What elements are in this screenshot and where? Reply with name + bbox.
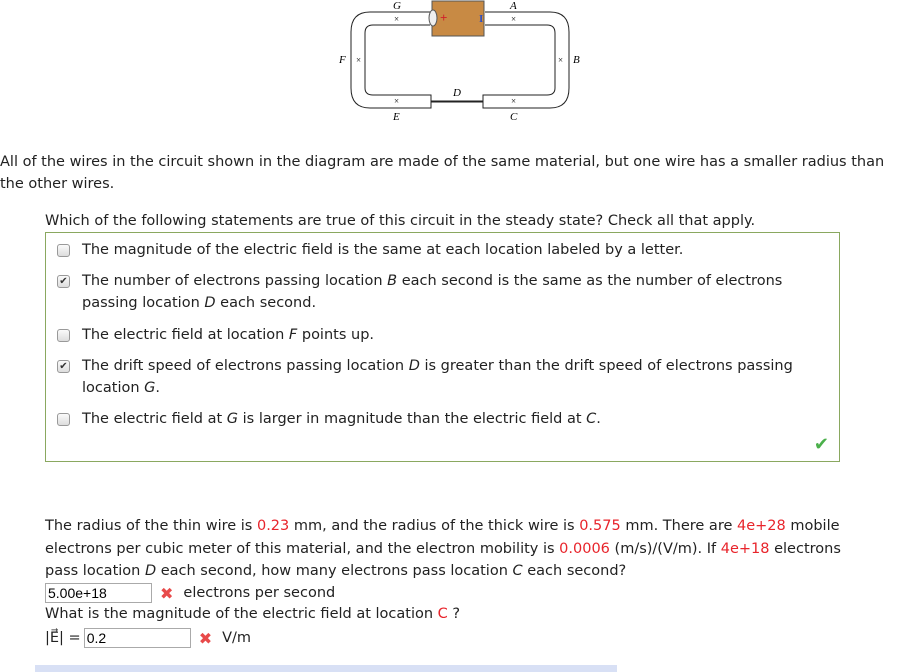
- answer1-unit: electrons per second: [183, 585, 336, 601]
- plus-terminal: +: [440, 10, 448, 25]
- thick-radius: 0.575: [579, 518, 621, 534]
- option-1[interactable]: [55, 239, 802, 261]
- marker-g: ×: [394, 14, 400, 24]
- options-box: [45, 232, 840, 462]
- correct-check-icon: ✔: [813, 434, 829, 455]
- problem-paragraph: The radius of the thin wire is 0.23 mm, and the radius of the thick wire is 0.575 mm. There are 4e+28 mobile electrons per cubic meter of this material, and the electron mobility is 0.0006 (m/s)/(V/m). If 4e+18 electrons pass location D each second, how many electrons pass location C each second?: [45, 518, 841, 579]
- answer1-row: [45, 583, 335, 603]
- thin-radius: 0.23: [256, 518, 290, 534]
- option-2[interactable]: ✔ The number of electrons passing location B each second is the same as the number of electrons passing location D each second.: [55, 270, 802, 314]
- option-5[interactable]: The electric field at G is larger in magnitude than the electric field at C.: [55, 408, 802, 430]
- marker-e: ×: [394, 96, 400, 106]
- marker-b: ×: [558, 55, 564, 65]
- label-g: G: [393, 0, 401, 12]
- checkbox-1[interactable]: [57, 244, 70, 257]
- label-f: F: [339, 54, 346, 66]
- mobility: 0.0006: [559, 540, 610, 557]
- answer2-unit: V/m: [222, 630, 252, 646]
- electron-current: 4e+18: [720, 540, 770, 557]
- label-e: E: [393, 111, 400, 123]
- label-a: A: [510, 0, 517, 12]
- checkbox-5[interactable]: [57, 413, 70, 426]
- question-text: Which of the following statements are true of this circuit in the steady state? Check all that apply.: [45, 213, 756, 229]
- minus-terminal: I: [479, 13, 484, 25]
- marker-c: ×: [511, 96, 517, 106]
- incorrect-x-icon: ✖: [160, 583, 174, 603]
- checkbox-3[interactable]: [57, 329, 70, 342]
- incorrect-x-icon: ✖: [198, 628, 213, 648]
- option-4[interactable]: ✔ The drift speed of electrons passing location D is greater than the drift speed of electrons passing location G.: [55, 355, 802, 399]
- electron-density: 4e+28: [737, 518, 786, 534]
- option-text: The magnitude of the electric field is the same at each location labeled by a letter.: [82, 242, 684, 258]
- field-magnitude-label: |E⃗| =: [45, 630, 81, 646]
- bottom-bar: [35, 665, 617, 672]
- option-3[interactable]: The electric field at location F points up.: [55, 324, 802, 346]
- checkbox-2[interactable]: ✔: [57, 275, 70, 288]
- label-c: C: [510, 111, 518, 123]
- label-d: D: [453, 87, 461, 99]
- answer2-row: [45, 628, 251, 648]
- label-b: B: [573, 54, 580, 66]
- question2-text: What is the magnitude of the electric field at location C ?: [45, 606, 461, 622]
- marker-f: ×: [356, 55, 362, 65]
- answer1-input[interactable]: [45, 583, 152, 603]
- checkbox-4[interactable]: ✔: [57, 360, 70, 373]
- intro-text: All of the wires in the circuit shown in the diagram are made of the same material, but one wire has a smaller radius than the other wires.: [0, 154, 885, 192]
- circuit-diagram: [335, 0, 585, 125]
- marker-a: ×: [511, 14, 517, 24]
- answer2-input[interactable]: [84, 628, 191, 648]
